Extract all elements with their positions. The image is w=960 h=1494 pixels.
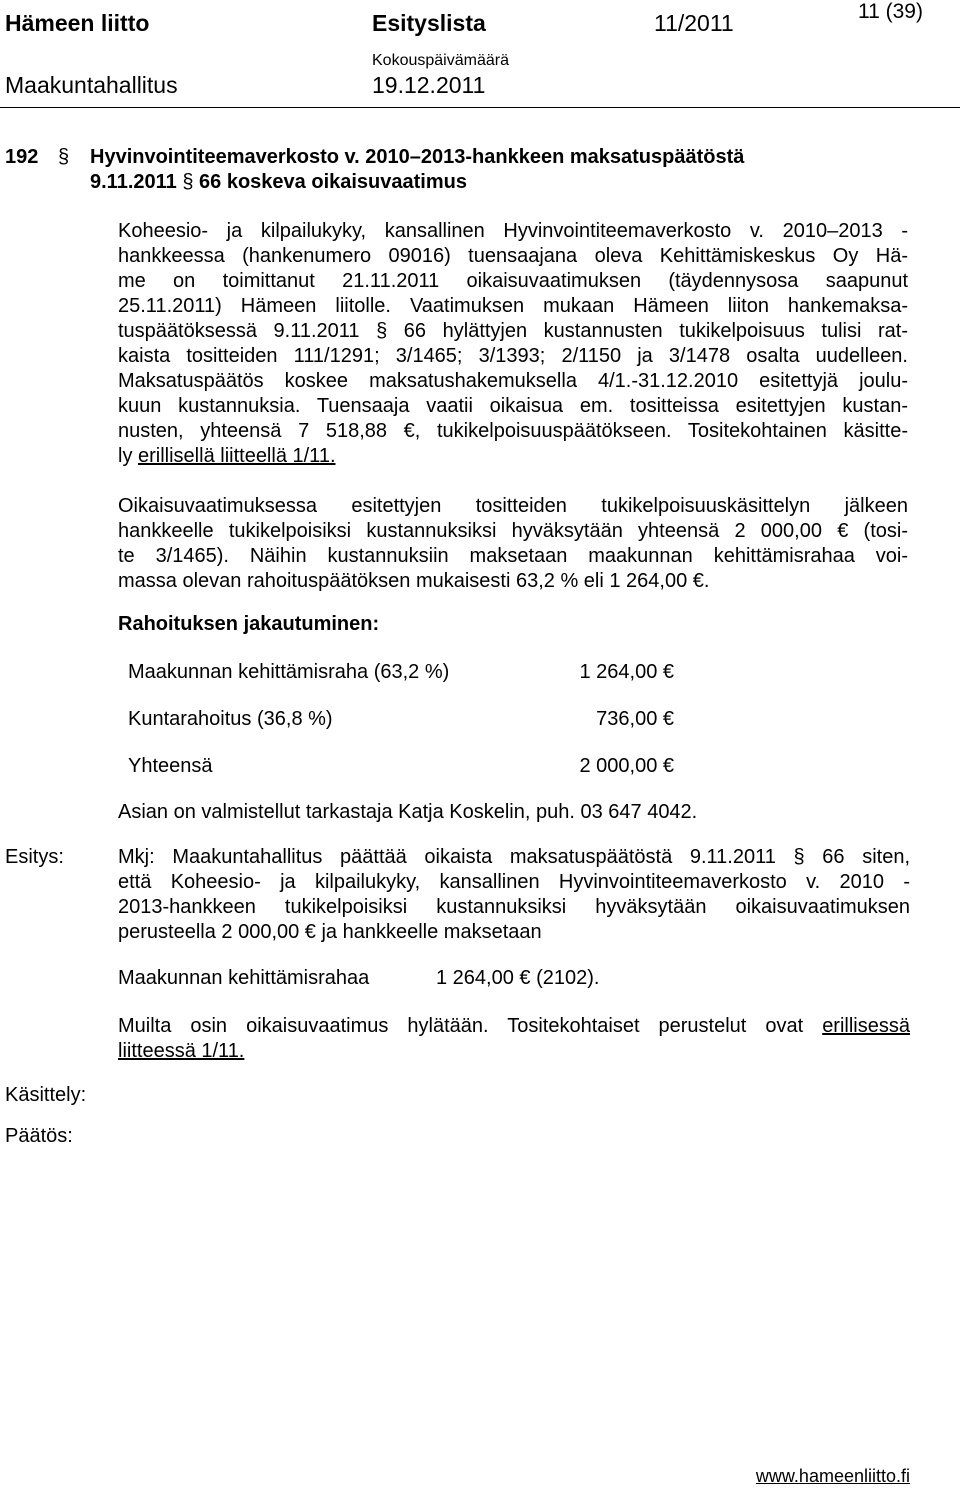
funding-row-label: Maakunnan kehittämisraha (63,2 %) (128, 661, 450, 683)
proposal-line: että Koheesio- ja kilpailukyky, kansallinen Hyvinvointiteemaverkosto v. 2010 - (118, 871, 910, 893)
paragraph-line: me on toimittanut 21.11.2011 oikaisuvaatimuksen (täydennysosa saapunut (118, 270, 908, 292)
section-title-line2 (90, 171, 467, 194)
paragraph-line (118, 444, 908, 469)
paragraph-line: te 3/1465). Näihin kustannuksiin maksetaan maakunnan kehittämisrahaa voi- (118, 545, 908, 567)
rejection-prefix: Muilta osin oikaisuvaatimus hylätään. Tositekohtaiset perustelut ovat (118, 1015, 823, 1037)
rejection-line (118, 1039, 910, 1064)
section-symbol: § (58, 146, 70, 168)
funding-row-amount: 736,00 € (596, 708, 674, 730)
proposal-label: Esitys: (5, 846, 64, 868)
paragraph-line: hankkeessa (hankenumero 09016) tuensaajana oleva Kehittämiskeskus Oy Hä- (118, 245, 908, 267)
section-title-symbol: § (182, 171, 194, 193)
paragraph-line: 25.11.2011) Hämeen liitolle. Vaatimuksen mukaan Hämeen liiton hankemaksa- (118, 295, 908, 317)
paragraph-line: kuun kustannuksia. Tuensaaja vaatii oikaisua em. tositteissa esitettyjen kustan- (118, 395, 908, 417)
proposal-text (118, 845, 910, 945)
paragraph-line: massa olevan rahoituspäätöksen mukaisesti 63,2 % eli 1 264,00 €. (118, 570, 710, 592)
preparer-note: Asian on valmistellut tarkastaja Katja Koskelin, puh. 03 647 4042. (118, 801, 698, 823)
footer-website-link[interactable]: www.hameenliitto.fi (755, 1466, 910, 1486)
paragraph-line: Oikaisuvaatimuksessa esitettyjen tositteiden tukikelpoisuuskäsittelyn jälkeen (118, 495, 908, 517)
page-number: 11 (39) (858, 0, 923, 23)
paragraph-appeal (118, 219, 908, 469)
paragraph-line: Koheesio- ja kilpailukyky, kansallinen Hyvinvointiteemaverkosto v. 2010–2013 - (118, 220, 908, 242)
section-title-date: 9.11.2011 (90, 171, 177, 193)
proposal-line: perusteella 2 000,00 € ja hankkeelle maksetaan (118, 921, 542, 943)
paragraph-text: ly (118, 445, 138, 467)
org-name: Hämeen liitto (5, 10, 150, 36)
governing-body: Maakuntahallitus (5, 72, 178, 98)
rejection-line (118, 1014, 910, 1039)
attachment-link[interactable]: liitteessä 1/11. (118, 1040, 245, 1062)
funding-row-label: Yhteensä (128, 755, 213, 777)
header-rule (0, 107, 960, 108)
section-title-rest: 66 koskeva oikaisuvaatimus (199, 171, 467, 193)
paragraph-outcome (118, 494, 908, 594)
paragraph-line: Maksatuspäätös koskee maksatushakemuksella 4/1.-31.12.2010 esitettyjä joulu- (118, 370, 908, 392)
funding-row-amount: 2 000,00 € (579, 755, 674, 777)
attachment-link[interactable]: erillisellä liitteellä 1/11. (138, 445, 336, 467)
funding-row-amount: 1 264,00 € (579, 661, 674, 683)
rejection-text (118, 1014, 910, 1064)
funding-heading: Rahoituksen jakautuminen: (118, 613, 380, 635)
section-number: 192 (5, 146, 39, 168)
proposal-line: Mkj: Maakuntahallitus päättää oikaista maksatuspäätöstä 9.11.2011 § 66 siten, (118, 846, 910, 868)
decision-label: Päätös: (5, 1125, 73, 1147)
paragraph-line: tuspäätöksessä 9.11.2011 § 66 hylättyjen kustannusten tukikelpoisuus tulisi rat- (118, 320, 908, 342)
paragraph-line: kaista tositteiden 111/1291; 3/1465; 3/1393; 2/1150 ja 3/1478 osalta uudelleen. (118, 345, 908, 367)
meeting-date: 19.12.2011 (372, 72, 486, 98)
processing-label: Käsittely: (5, 1084, 87, 1106)
date-label: Kokouspäivämäärä (372, 52, 509, 69)
grant-amount: 1 264,00 € (2102). (436, 967, 600, 989)
attachment-link[interactable]: erillisessä (822, 1015, 910, 1037)
section-title-line1: Hyvinvointiteemaverkosto v. 2010–2013-hankkeen maksatuspäätöstä (90, 146, 745, 168)
proposal-line: 2013-hankkeen tukikelpoisiksi kustannuksiksi hyväksytään oikaisuvaatimuksen (118, 896, 910, 918)
funding-row-label: Kuntarahoitus (36,8 %) (128, 708, 333, 730)
issue-number: 11/2011 (654, 10, 734, 36)
paragraph-line: nusten, yhteensä 7 518,88 €, tukikelpoisuuspäätökseen. Tositekohtainen käsitte- (118, 420, 908, 442)
grant-label: Maakunnan kehittämisrahaa (118, 967, 370, 989)
paragraph-line: hankkeelle tukikelpoisiksi kustannuksiksi hyväksytään yhteensä 2 000,00 € (tosi- (118, 520, 908, 542)
document-type: Esityslista (372, 10, 486, 36)
